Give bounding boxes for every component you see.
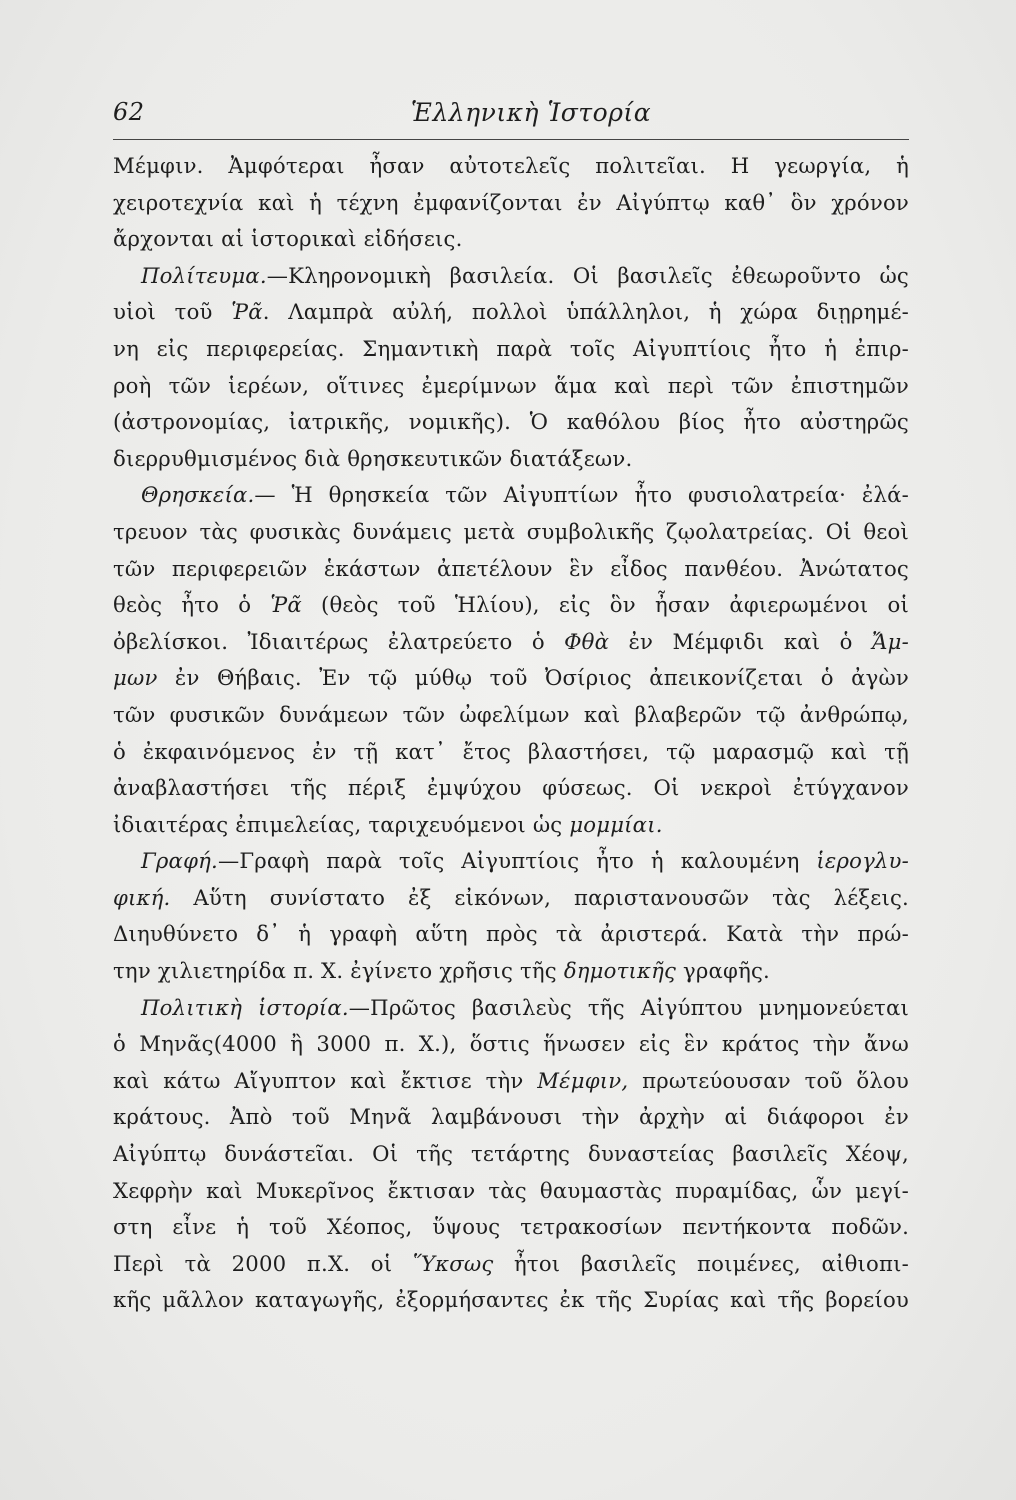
line-text: τῶν περιφερειῶν ἑκάστων ἀπετέλουν ἓν εἶδος πανθέου. Ἀνώτατος — [113, 555, 909, 581]
text-line — [113, 148, 909, 185]
line-text: γραφῆς. — [676, 958, 770, 984]
text-line — [113, 1246, 909, 1283]
text-line — [113, 880, 909, 917]
text-line — [113, 1063, 909, 1100]
line-text: Περὶ τὰ 2000 π.Χ. οἱ — [113, 1250, 413, 1276]
line-text: κράτους. Ἀπὸ τοῦ Μηνᾶ λαμβάνουσι τὴν ἀρχὴν αἱ διάφοροι ἐν — [113, 1104, 909, 1130]
text-line — [113, 660, 909, 697]
line-text: ὁ Μηνᾶς(4000 ἢ 3000 π. Χ.), ὅστις ἥνωσεν εἰς ἓν κράτος τὴν ἄνω — [113, 1031, 909, 1057]
text-line — [113, 990, 909, 1027]
text-line — [113, 916, 909, 953]
line-text: — Ἡ θρησκεία τῶν Αἰγυπτίων ἦτο φυσιολατρεία· ἐλά- — [254, 482, 909, 508]
line-text: στη εἶνε ἡ τοῦ Χέοπος, ὕψους τετρακοσίων πεντήκοντα ποδῶν. — [113, 1214, 909, 1240]
text-line — [113, 734, 909, 771]
page-header — [113, 96, 909, 136]
text-line — [113, 294, 909, 331]
italic-text: Πολιτικὴ ἱστορία. — [141, 994, 349, 1020]
italic-text: Ὕκσως — [412, 1250, 494, 1276]
line-text: ἐν Μέμφιδι καὶ ὁ — [609, 628, 872, 654]
running-title: Ἑλληνικὴ Ἱστορία — [410, 98, 652, 127]
italic-text: Ῥᾶ — [231, 299, 263, 325]
line-text: . Λαμπρὰ αὐλή, πολλοὶ ὑπάλληλοι, ἡ χώρα διῃρημέ- — [262, 299, 909, 325]
line-text: ἄρχονται αἱ ἱστορικαὶ εἰδήσεις. — [113, 226, 463, 252]
text-line — [113, 185, 909, 222]
text-line — [113, 441, 909, 478]
text-line — [113, 1026, 909, 1063]
line-text: ὁ ἐκφαινόμενος ἐν τῇ κατ᾽ ἔτος βλαστήσει, τῷ μαρασμῷ καὶ τῇ — [113, 738, 909, 764]
text-line — [113, 331, 909, 368]
line-text: Διηυθύνετο δ᾽ ἡ γραφὴ αὕτη πρὸς τὰ ἀριστερά. Κατὰ τὴν πρώ- — [113, 921, 909, 947]
text-line — [113, 258, 909, 295]
text-line — [113, 1136, 909, 1173]
line-text: τρευον τὰς φυσικὰς δυνάμεις μετὰ συμβολικῆς ζῳολατρείας. Οἱ θεοὶ — [113, 518, 909, 544]
line-text: ροὴ τῶν ἱερέων, οἵτινες ἐμερίμνων ἅμα καὶ περὶ τῶν ἐπιστημῶν — [113, 372, 909, 398]
italic-text: Ἄμ- — [871, 628, 909, 654]
text-line — [113, 1209, 909, 1246]
italic-text: Μέμφιν, — [537, 1067, 629, 1093]
text-line — [113, 953, 909, 990]
line-text: ἦτοι βασιλεῖς ποιμένες, αἰθιοπι- — [493, 1250, 909, 1276]
italic-text: Φθὰ — [564, 628, 610, 654]
italic-text: μων — [113, 665, 158, 691]
italic-text: Ῥᾶ — [270, 592, 302, 618]
text-line — [113, 1099, 909, 1136]
text-line — [113, 551, 909, 588]
line-text: διερρυθμισμένος διὰ θρησκευτικῶν διατάξεων. — [113, 445, 633, 471]
text-line — [113, 368, 909, 405]
text-line — [113, 587, 909, 624]
text-line — [113, 624, 909, 661]
line-text: —Πρῶτος βασιλεὺς τῆς Αἰγύπτου μνημονεύεται — [348, 994, 909, 1020]
text-line — [113, 404, 909, 441]
text-line — [113, 477, 909, 514]
line-text: νη εἰς περιφερείας. Σημαντικὴ παρὰ τοῖς Αἰγυπτίοις ἦτο ἡ ἐπιρ- — [113, 335, 909, 361]
text-line — [113, 807, 909, 844]
italic-text: Πολίτευμα. — [141, 262, 267, 288]
header-rule — [113, 139, 909, 140]
line-text: ὀβελίσκοι. Ἰδιαιτέρως ἐλατρεύετο ὁ — [113, 628, 565, 654]
line-text: τῶν φυσικῶν δυνάμεων τῶν ὠφελίμων καὶ βλαβερῶν τῷ ἀνθρώπῳ, — [113, 701, 909, 727]
line-text: την χιλιετηρίδα π. Χ. ἐγίνετο χρῆσις τῆς — [113, 958, 564, 984]
body-text — [113, 148, 909, 1319]
line-text: θεὸς ἦτο ὁ — [113, 592, 271, 618]
line-text: Αἰγύπτῳ δυνάστεῖαι. Οἱ τῆς τετάρτης δυναστείας βασιλεῖς Χέοψ, — [113, 1141, 909, 1167]
italic-text: Θρησκεία. — [141, 482, 255, 508]
text-line — [113, 770, 909, 807]
text-line — [113, 514, 909, 551]
italic-text: μομμίαι. — [569, 811, 663, 837]
line-text: ἀναβλαστήσει τῆς πέριξ ἐμψύχου φύσεως. Οἱ νεκροὶ ἐτύγχανον — [113, 775, 909, 801]
page-number: 62 — [113, 98, 145, 126]
line-text: —Κληρονομικὴ βασιλεία. Οἱ βασιλεῖς ἐθεωροῦντο ὡς — [266, 262, 909, 288]
line-text: κῆς μᾶλλον καταγωγῆς, ἐξορμήσαντες ἐκ τῆς Συρίας καὶ τῆς βορείου — [113, 1287, 909, 1313]
text-line — [113, 1282, 909, 1319]
line-text: (ἀστρονομίας, ἰατρικῆς, νομικῆς). Ὁ καθόλου βίος ἦτο αὐστηρῶς — [113, 409, 909, 435]
line-text: υἱοὶ τοῦ — [113, 299, 232, 325]
line-text: (θεὸς τοῦ Ἡλίου), εἰς ὃν ἦσαν ἀφιερωμένοι οἱ — [301, 592, 909, 618]
line-text: Χεφρὴν καὶ Μυκερῖνος ἔκτισαν τὰς θαυμαστὰς πυραμίδας, ὧν μεγί- — [113, 1177, 909, 1203]
line-text: χειροτεχνία καὶ ἡ τέχνη ἐμφανίζονται ἐν Αἰγύπτῳ καθ᾽ ὃν χρόνον — [113, 189, 909, 215]
line-text: Μέμφιν. Ἀμφότεραι ἦσαν αὐτοτελεῖς πολιτεῖαι. Η γεωργία, ἡ — [113, 153, 909, 178]
italic-text: ἱερογλυ- — [816, 848, 909, 874]
line-text: ἰδιαιτέρας ἐπιμελείας, ταριχευόμενοι ὡς — [113, 811, 570, 837]
line-text: —Γραφὴ παρὰ τοῖς Αἰγυπτίοις ἦτο ἡ καλουμένη — [217, 848, 817, 874]
text-line — [113, 1173, 909, 1210]
italic-text: δημοτικῆς — [563, 958, 677, 984]
italic-text: Γραφή. — [141, 848, 218, 874]
text-line — [113, 221, 909, 258]
text-line — [113, 843, 909, 880]
line-text: Αὕτη συνίστατο ἐξ εἰκόνων, παριστανουσῶν τὰς λέξεις. — [170, 884, 909, 910]
italic-text: φική. — [113, 884, 171, 910]
line-text: καὶ κάτω Αἴγυπτον καὶ ἔκτισε τὴν — [113, 1067, 538, 1093]
line-text: ἐν Θήβαις. Ἐν τῷ μύθῳ τοῦ Ὀσίριος ἀπεικονίζεται ὁ ἀγὼν — [157, 665, 909, 691]
line-text: πρωτεύουσαν τοῦ ὅλου — [628, 1067, 909, 1093]
text-line — [113, 697, 909, 734]
